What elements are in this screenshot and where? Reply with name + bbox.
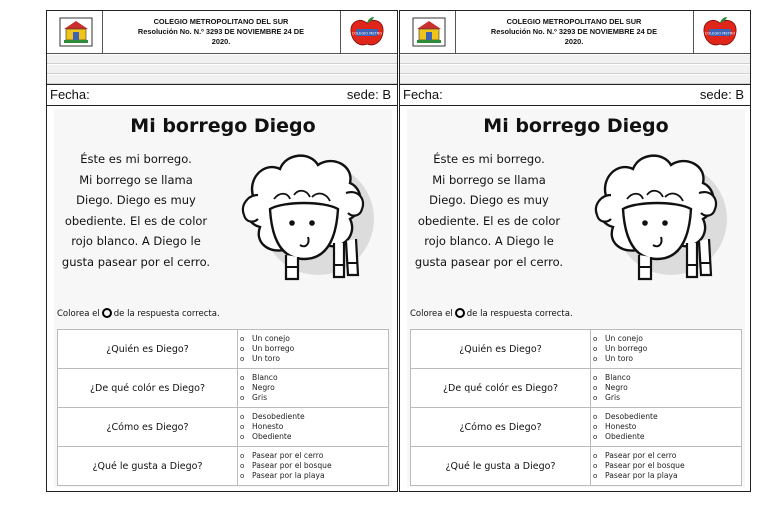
answer-option[interactable]: o Pasear por la playa <box>593 471 741 481</box>
answer-option[interactable]: o Un toro <box>593 354 741 364</box>
story-text <box>56 149 216 272</box>
date-row <box>400 84 750 106</box>
date-label: Fecha: <box>50 87 90 102</box>
date-row <box>47 84 397 106</box>
answer-option[interactable]: o Pasear por el cerro <box>240 451 388 461</box>
apple-badge-text: COLEGIO METRO <box>351 31 383 36</box>
blank-band <box>400 65 750 74</box>
answer-option[interactable]: o Pasear por la playa <box>240 471 388 481</box>
story-line: gusta pasear por el cerro. <box>414 254 564 269</box>
story-line: Diego. Diego es muy <box>76 193 196 207</box>
instructions-text: de la respuesta correcta. <box>466 309 573 319</box>
circle-icon <box>102 308 112 318</box>
answer-option[interactable]: o Un conejo <box>593 334 741 344</box>
question-row <box>411 330 742 369</box>
question-text: ¿Qué le gusta a Diego? <box>411 447 591 486</box>
school-header <box>400 11 750 54</box>
question-row <box>58 369 389 408</box>
question-row <box>58 447 389 486</box>
apple-logo-icon <box>700 15 740 49</box>
resolution-line-1: Resolución No. N.º 3293 DE NOVIEMBRE 24 DE <box>490 27 658 36</box>
answer-option[interactable]: o Honesto <box>240 422 388 432</box>
question-text: ¿Cómo es Diego? <box>58 408 238 447</box>
question-text: ¿Quién es Diego? <box>58 330 238 369</box>
worksheet-right <box>399 10 751 492</box>
questions-table <box>410 329 742 486</box>
instructions-text: de la respuesta correcta. <box>113 309 220 319</box>
answer-option[interactable]: o Gris <box>240 393 388 403</box>
question-text: ¿De qué colór es Diego? <box>411 369 591 408</box>
question-text: ¿Quién es Diego? <box>411 330 591 369</box>
blank-band <box>400 75 750 84</box>
resolution-line-2: 2020. <box>211 37 231 46</box>
school-name: COLEGIO METROPOLITANO DEL SUR <box>153 17 289 26</box>
answer-option[interactable]: o Obediente <box>593 432 741 442</box>
answer-option[interactable]: o Obediente <box>240 432 388 442</box>
instructions-text: Colorea el <box>410 309 453 319</box>
header-divider <box>693 11 694 54</box>
school-crest-icon <box>59 17 93 47</box>
story-text <box>409 149 569 272</box>
story-line: gusta pasear por el cerro. <box>61 254 211 269</box>
story-line: rojo blanco. A Diego le <box>71 234 201 248</box>
answer-option[interactable]: o Desobediente <box>593 412 741 422</box>
resolution-line-2: 2020. <box>564 37 584 46</box>
question-row <box>58 330 389 369</box>
question-row <box>411 447 742 486</box>
questions-table <box>57 329 389 486</box>
apple-logo-icon <box>347 15 387 49</box>
story-line: Diego. Diego es muy <box>429 193 549 207</box>
answer-option[interactable]: o Blanco <box>240 373 388 383</box>
school-name: COLEGIO METROPOLITANO DEL SUR <box>506 17 642 26</box>
answer-option[interactable]: o Blanco <box>593 373 741 383</box>
story-line: Mi borrego se llama <box>432 172 546 187</box>
blank-band <box>47 55 397 64</box>
answer-option[interactable]: o Un borrego <box>240 344 388 354</box>
question-row <box>411 408 742 447</box>
header-divider <box>340 11 341 54</box>
answer-option[interactable]: o Negro <box>593 383 741 393</box>
sheep-illustration-icon <box>567 139 727 289</box>
answer-option[interactable]: o Un conejo <box>240 334 388 344</box>
apple-badge-text: COLEGIO METRO <box>704 31 736 36</box>
date-label: Fecha: <box>403 87 443 102</box>
answer-option[interactable]: o Pasear por el cerro <box>593 451 741 461</box>
story-line: obediente. El es de color <box>417 213 561 228</box>
answer-option[interactable]: o Un toro <box>240 354 388 364</box>
worksheet-left <box>46 10 398 492</box>
blank-band <box>400 55 750 64</box>
story-line: Éste es mi borrego. <box>433 152 545 166</box>
question-text: ¿De qué colór es Diego? <box>58 369 238 408</box>
answer-option[interactable]: o Negro <box>240 383 388 393</box>
instructions-text: Colorea el <box>57 309 100 319</box>
school-header <box>47 11 397 54</box>
story-line: obediente. El es de color <box>64 213 208 228</box>
blank-band <box>47 75 397 84</box>
story-line: rojo blanco. A Diego le <box>424 234 554 248</box>
question-text: ¿Cómo es Diego? <box>411 408 591 447</box>
campus-label: sede: B <box>346 87 391 102</box>
question-row <box>411 369 742 408</box>
reading-section <box>54 109 392 487</box>
story-line: Éste es mi borrego. <box>80 152 192 166</box>
answer-option[interactable]: o Pasear por el bosque <box>593 461 741 471</box>
question-row <box>58 408 389 447</box>
story-line: Mi borrego se llama <box>79 172 193 187</box>
resolution-line-1: Resolución No. N.º 3293 DE NOVIEMBRE 24 DE <box>137 27 305 36</box>
reading-section <box>407 109 745 487</box>
instructions <box>410 308 573 319</box>
blank-band <box>47 65 397 74</box>
campus-label: sede: B <box>699 87 744 102</box>
answer-option[interactable]: o Un borrego <box>593 344 741 354</box>
sheep-illustration-icon <box>214 139 374 289</box>
answer-option[interactable]: o Desobediente <box>240 412 388 422</box>
story-title: Mi borrego Diego <box>483 115 669 137</box>
circle-icon <box>455 308 465 318</box>
answer-option[interactable]: o Honesto <box>593 422 741 432</box>
answer-option[interactable]: o Gris <box>593 393 741 403</box>
story-title: Mi borrego Diego <box>130 115 316 137</box>
answer-option[interactable]: o Pasear por el bosque <box>240 461 388 471</box>
school-crest-icon <box>412 17 446 47</box>
question-text: ¿Qué le gusta a Diego? <box>58 447 238 486</box>
instructions <box>57 308 220 319</box>
